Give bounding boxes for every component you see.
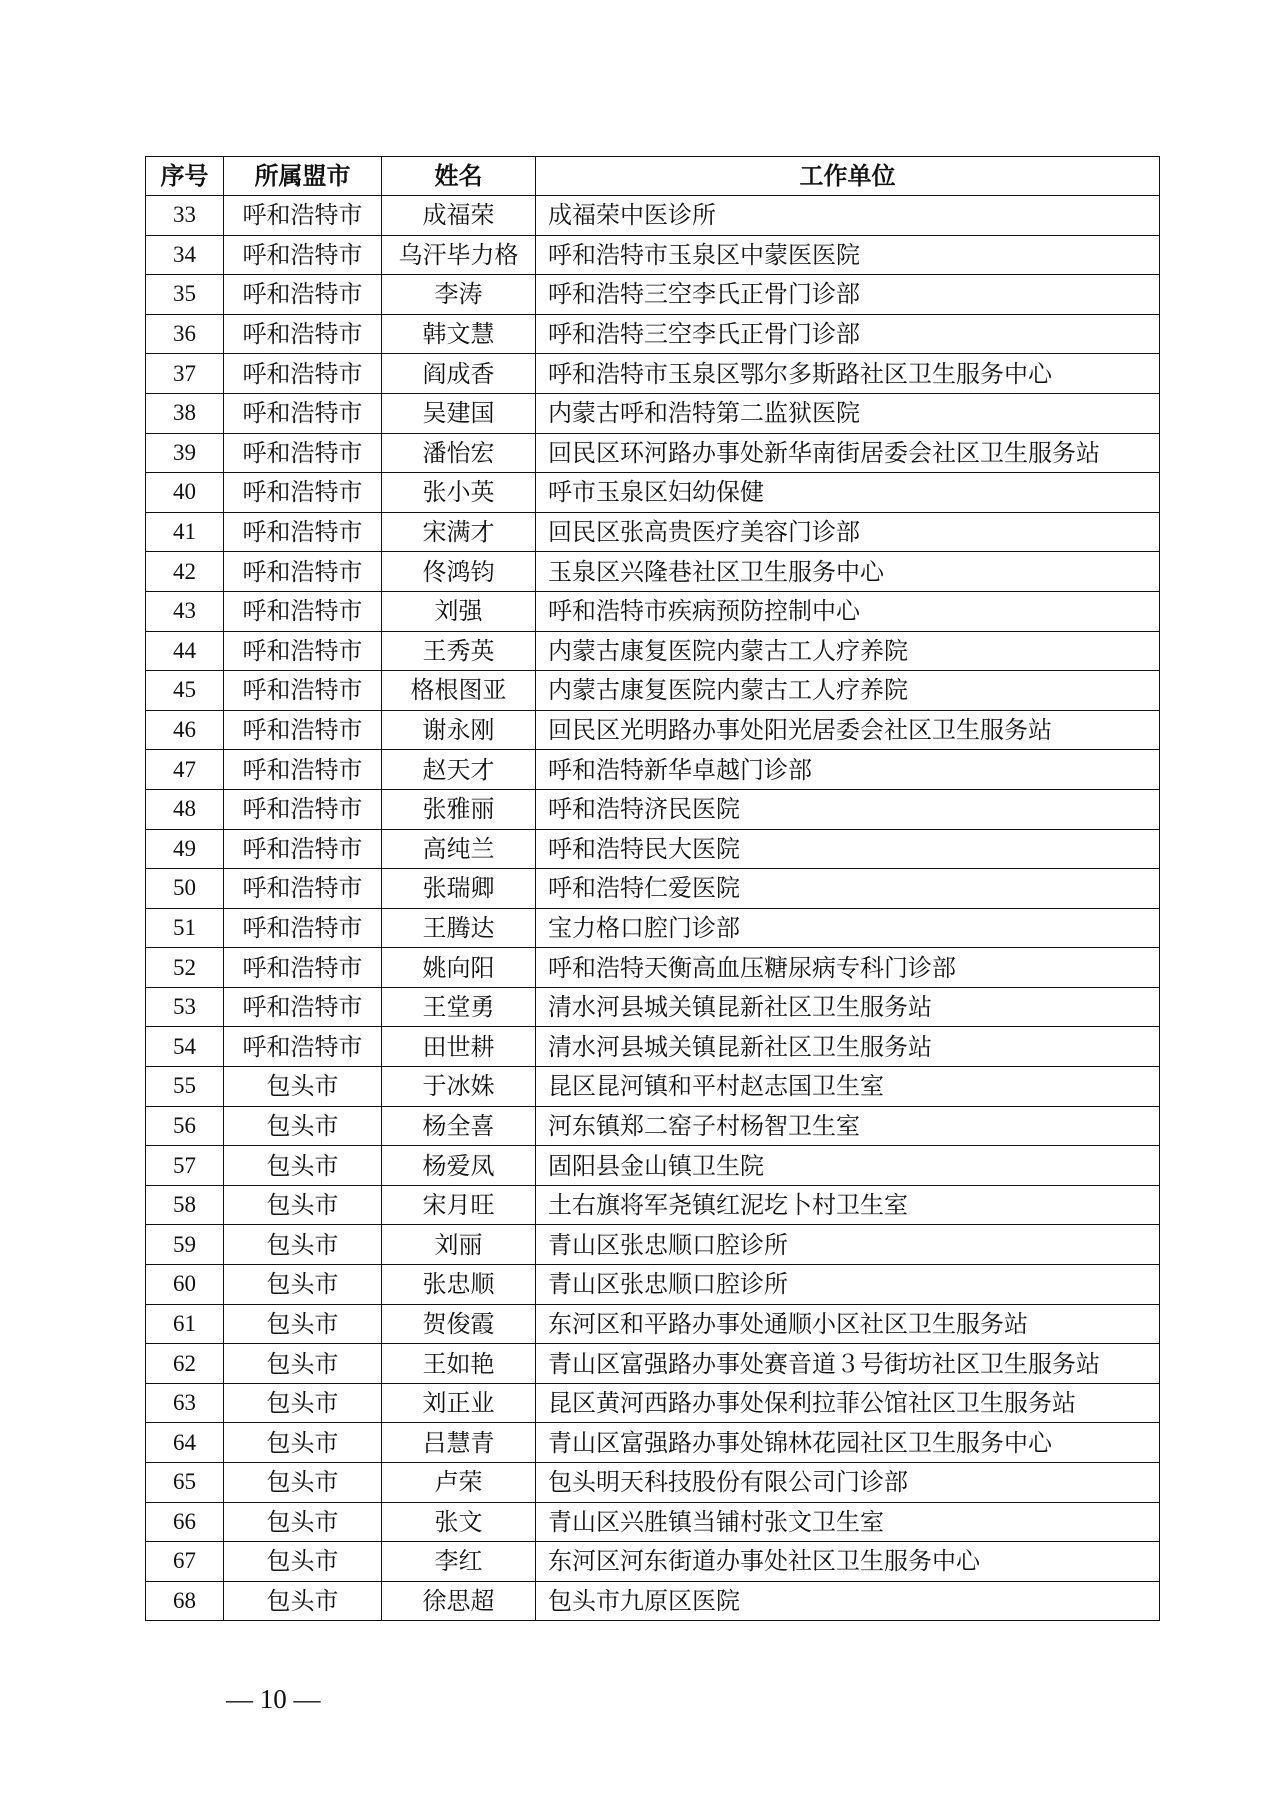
header-serial-number: 序号 — [146, 157, 224, 196]
cell-work-unit: 呼和浩特民大医院 — [536, 829, 1160, 869]
table-row — [146, 631, 1160, 671]
cell-league-city: 包头市 — [224, 1106, 382, 1146]
cell-league-city: 包头市 — [224, 1146, 382, 1186]
cell-serial-number: 44 — [146, 631, 224, 671]
cell-serial-number: 60 — [146, 1265, 224, 1305]
cell-name: 吴建国 — [382, 393, 536, 433]
cell-league-city: 包头市 — [224, 1423, 382, 1463]
cell-serial-number: 64 — [146, 1423, 224, 1463]
table-row — [146, 473, 1160, 513]
cell-league-city: 呼和浩特市 — [224, 671, 382, 711]
cell-work-unit: 呼和浩特市疾病预防控制中心 — [536, 591, 1160, 631]
table-row — [146, 829, 1160, 869]
cell-serial-number: 53 — [146, 987, 224, 1027]
cell-name: 于冰姝 — [382, 1067, 536, 1107]
cell-league-city: 包头市 — [224, 1185, 382, 1225]
cell-name: 潘怡宏 — [382, 433, 536, 473]
cell-work-unit: 东河区和平路办事处通顺小区社区卫生服务站 — [536, 1304, 1160, 1344]
cell-serial-number: 50 — [146, 869, 224, 909]
cell-name: 高纯兰 — [382, 829, 536, 869]
cell-name: 刘正业 — [382, 1383, 536, 1423]
cell-league-city: 呼和浩特市 — [224, 235, 382, 275]
table-row — [146, 1146, 1160, 1186]
cell-serial-number: 39 — [146, 433, 224, 473]
cell-name: 谢永刚 — [382, 710, 536, 750]
cell-name: 格根图亚 — [382, 671, 536, 711]
cell-league-city: 包头市 — [224, 1265, 382, 1305]
cell-work-unit: 青山区富强路办事处锦林花园社区卫生服务中心 — [536, 1423, 1160, 1463]
table-row — [146, 512, 1160, 552]
cell-work-unit: 内蒙古呼和浩特第二监狱医院 — [536, 393, 1160, 433]
cell-serial-number: 62 — [146, 1344, 224, 1384]
table-row — [146, 354, 1160, 394]
cell-serial-number: 42 — [146, 552, 224, 592]
cell-league-city: 呼和浩特市 — [224, 473, 382, 513]
page-number: — 10 — — [226, 1684, 321, 1714]
cell-work-unit: 玉泉区兴隆巷社区卫生服务中心 — [536, 552, 1160, 592]
table-row — [146, 948, 1160, 988]
cell-work-unit: 呼市玉泉区妇幼保健 — [536, 473, 1160, 513]
cell-name: 赵天才 — [382, 750, 536, 790]
cell-work-unit: 东河区河东街道办事处社区卫生服务中心 — [536, 1542, 1160, 1582]
cell-serial-number: 65 — [146, 1463, 224, 1503]
table-row — [146, 433, 1160, 473]
cell-name: 卢荣 — [382, 1463, 536, 1503]
cell-name: 王如艳 — [382, 1344, 536, 1384]
cell-serial-number: 36 — [146, 314, 224, 354]
cell-work-unit: 河东镇郑二窑子村杨智卫生室 — [536, 1106, 1160, 1146]
table-row — [146, 1581, 1160, 1621]
cell-serial-number: 68 — [146, 1581, 224, 1621]
cell-league-city: 呼和浩特市 — [224, 829, 382, 869]
cell-name: 成福荣 — [382, 196, 536, 236]
cell-serial-number: 35 — [146, 275, 224, 315]
cell-serial-number: 45 — [146, 671, 224, 711]
cell-league-city: 呼和浩特市 — [224, 354, 382, 394]
cell-league-city: 呼和浩特市 — [224, 750, 382, 790]
cell-name: 张忠顺 — [382, 1265, 536, 1305]
cell-league-city: 呼和浩特市 — [224, 789, 382, 829]
cell-work-unit: 呼和浩特三空李氏正骨门诊部 — [536, 314, 1160, 354]
cell-work-unit: 内蒙古康复医院内蒙古工人疗养院 — [536, 671, 1160, 711]
table-row — [146, 789, 1160, 829]
cell-league-city: 包头市 — [224, 1225, 382, 1265]
table-row — [146, 1027, 1160, 1067]
cell-league-city: 呼和浩特市 — [224, 552, 382, 592]
table-row — [146, 196, 1160, 236]
table-row — [146, 869, 1160, 909]
table-row — [146, 1067, 1160, 1107]
cell-league-city: 呼和浩特市 — [224, 512, 382, 552]
cell-serial-number: 49 — [146, 829, 224, 869]
cell-league-city: 包头市 — [224, 1502, 382, 1542]
table-row — [146, 750, 1160, 790]
cell-serial-number: 40 — [146, 473, 224, 513]
cell-work-unit: 包头市九原区医院 — [536, 1581, 1160, 1621]
cell-name: 张小英 — [382, 473, 536, 513]
cell-serial-number: 34 — [146, 235, 224, 275]
cell-name: 吕慧青 — [382, 1423, 536, 1463]
cell-name: 王堂勇 — [382, 987, 536, 1027]
cell-league-city: 呼和浩特市 — [224, 591, 382, 631]
cell-serial-number: 67 — [146, 1542, 224, 1582]
cell-serial-number: 41 — [146, 512, 224, 552]
cell-name: 佟鸿钧 — [382, 552, 536, 592]
cell-work-unit: 回民区张高贵医疗美容门诊部 — [536, 512, 1160, 552]
cell-work-unit: 清水河县城关镇昆新社区卫生服务站 — [536, 1027, 1160, 1067]
cell-league-city: 呼和浩特市 — [224, 908, 382, 948]
cell-name: 阎成香 — [382, 354, 536, 394]
cell-league-city: 包头市 — [224, 1581, 382, 1621]
header-league-city: 所属盟市 — [224, 157, 382, 196]
cell-name: 王腾达 — [382, 908, 536, 948]
cell-league-city: 包头市 — [224, 1383, 382, 1423]
cell-league-city: 呼和浩特市 — [224, 1027, 382, 1067]
cell-serial-number: 54 — [146, 1027, 224, 1067]
table-row — [146, 591, 1160, 631]
table-row — [146, 1542, 1160, 1582]
table-body — [146, 196, 1160, 1621]
cell-serial-number: 38 — [146, 393, 224, 433]
cell-serial-number: 55 — [146, 1067, 224, 1107]
cell-league-city: 包头市 — [224, 1344, 382, 1384]
table-row — [146, 987, 1160, 1027]
cell-serial-number: 47 — [146, 750, 224, 790]
cell-name: 乌汗毕力格 — [382, 235, 536, 275]
cell-serial-number: 63 — [146, 1383, 224, 1423]
cell-league-city: 呼和浩特市 — [224, 710, 382, 750]
cell-league-city: 呼和浩特市 — [224, 869, 382, 909]
cell-work-unit: 回民区光明路办事处阳光居委会社区卫生服务站 — [536, 710, 1160, 750]
cell-work-unit: 昆区黄河西路办事处保利拉菲公馆社区卫生服务站 — [536, 1383, 1160, 1423]
cell-work-unit: 呼和浩特仁爱医院 — [536, 869, 1160, 909]
cell-name: 韩文慧 — [382, 314, 536, 354]
cell-league-city: 呼和浩特市 — [224, 196, 382, 236]
header-work-unit: 工作单位 — [536, 157, 1160, 196]
table-row — [146, 314, 1160, 354]
table-row — [146, 710, 1160, 750]
header-name: 姓名 — [382, 157, 536, 196]
cell-name: 刘丽 — [382, 1225, 536, 1265]
cell-name: 王秀英 — [382, 631, 536, 671]
cell-work-unit: 青山区兴胜镇当铺村张文卫生室 — [536, 1502, 1160, 1542]
cell-name: 宋月旺 — [382, 1185, 536, 1225]
cell-league-city: 呼和浩特市 — [224, 631, 382, 671]
table-row — [146, 671, 1160, 711]
cell-serial-number: 57 — [146, 1146, 224, 1186]
cell-work-unit: 成福荣中医诊所 — [536, 196, 1160, 236]
cell-name: 徐思超 — [382, 1581, 536, 1621]
cell-serial-number: 43 — [146, 591, 224, 631]
cell-serial-number: 61 — [146, 1304, 224, 1344]
cell-work-unit: 呼和浩特三空李氏正骨门诊部 — [536, 275, 1160, 315]
cell-name: 张雅丽 — [382, 789, 536, 829]
cell-name: 贺俊霞 — [382, 1304, 536, 1344]
cell-league-city: 包头市 — [224, 1542, 382, 1582]
cell-work-unit: 昆区昆河镇和平村赵志国卫生室 — [536, 1067, 1160, 1107]
cell-serial-number: 56 — [146, 1106, 224, 1146]
roster-table — [145, 156, 1160, 1621]
cell-name: 李涛 — [382, 275, 536, 315]
cell-serial-number: 33 — [146, 196, 224, 236]
cell-work-unit: 青山区张忠顺口腔诊所 — [536, 1225, 1160, 1265]
cell-serial-number: 48 — [146, 789, 224, 829]
table-row — [146, 1383, 1160, 1423]
cell-work-unit: 呼和浩特市玉泉区鄂尔多斯路社区卫生服务中心 — [536, 354, 1160, 394]
table-row — [146, 235, 1160, 275]
cell-work-unit: 固阳县金山镇卫生院 — [536, 1146, 1160, 1186]
cell-name: 张瑞卿 — [382, 869, 536, 909]
table-row — [146, 275, 1160, 315]
table-row — [146, 1502, 1160, 1542]
cell-name: 刘强 — [382, 591, 536, 631]
table-row — [146, 1304, 1160, 1344]
cell-league-city: 呼和浩特市 — [224, 987, 382, 1027]
table-header-row — [146, 157, 1160, 196]
cell-work-unit: 呼和浩特济民医院 — [536, 789, 1160, 829]
table-row — [146, 1265, 1160, 1305]
table-row — [146, 908, 1160, 948]
cell-work-unit: 清水河县城关镇昆新社区卫生服务站 — [536, 987, 1160, 1027]
cell-league-city: 包头市 — [224, 1067, 382, 1107]
table-row — [146, 1463, 1160, 1503]
cell-name: 宋满才 — [382, 512, 536, 552]
table-row — [146, 1106, 1160, 1146]
cell-league-city: 呼和浩特市 — [224, 314, 382, 354]
cell-work-unit: 青山区富强路办事处赛音道３号街坊社区卫生服务站 — [536, 1344, 1160, 1384]
cell-serial-number: 59 — [146, 1225, 224, 1265]
cell-serial-number: 51 — [146, 908, 224, 948]
cell-work-unit: 土右旗将军尧镇红泥圪卜村卫生室 — [536, 1185, 1160, 1225]
cell-name: 杨全喜 — [382, 1106, 536, 1146]
cell-name: 杨爱凤 — [382, 1146, 536, 1186]
cell-league-city: 呼和浩特市 — [224, 433, 382, 473]
cell-work-unit: 青山区张忠顺口腔诊所 — [536, 1265, 1160, 1305]
cell-work-unit: 呼和浩特市玉泉区中蒙医医院 — [536, 235, 1160, 275]
cell-league-city: 呼和浩特市 — [224, 275, 382, 315]
table-row — [146, 1185, 1160, 1225]
cell-serial-number: 52 — [146, 948, 224, 988]
cell-league-city: 包头市 — [224, 1463, 382, 1503]
table-row — [146, 393, 1160, 433]
cell-league-city: 呼和浩特市 — [224, 948, 382, 988]
cell-name: 姚向阳 — [382, 948, 536, 988]
table-row — [146, 1225, 1160, 1265]
cell-league-city: 呼和浩特市 — [224, 393, 382, 433]
cell-name: 张文 — [382, 1502, 536, 1542]
cell-work-unit: 包头明天科技股份有限公司门诊部 — [536, 1463, 1160, 1503]
cell-serial-number: 66 — [146, 1502, 224, 1542]
table-row — [146, 1423, 1160, 1463]
cell-work-unit: 内蒙古康复医院内蒙古工人疗养院 — [536, 631, 1160, 671]
cell-name: 田世耕 — [382, 1027, 536, 1067]
cell-work-unit: 呼和浩特天衡高血压糖尿病专科门诊部 — [536, 948, 1160, 988]
cell-serial-number: 37 — [146, 354, 224, 394]
cell-name: 李红 — [382, 1542, 536, 1582]
cell-work-unit: 呼和浩特新华卓越门诊部 — [536, 750, 1160, 790]
cell-serial-number: 58 — [146, 1185, 224, 1225]
cell-work-unit: 宝力格口腔门诊部 — [536, 908, 1160, 948]
table-row — [146, 1344, 1160, 1384]
cell-work-unit: 回民区环河路办事处新华南街居委会社区卫生服务站 — [536, 433, 1160, 473]
cell-league-city: 包头市 — [224, 1304, 382, 1344]
table-row — [146, 552, 1160, 592]
cell-serial-number: 46 — [146, 710, 224, 750]
